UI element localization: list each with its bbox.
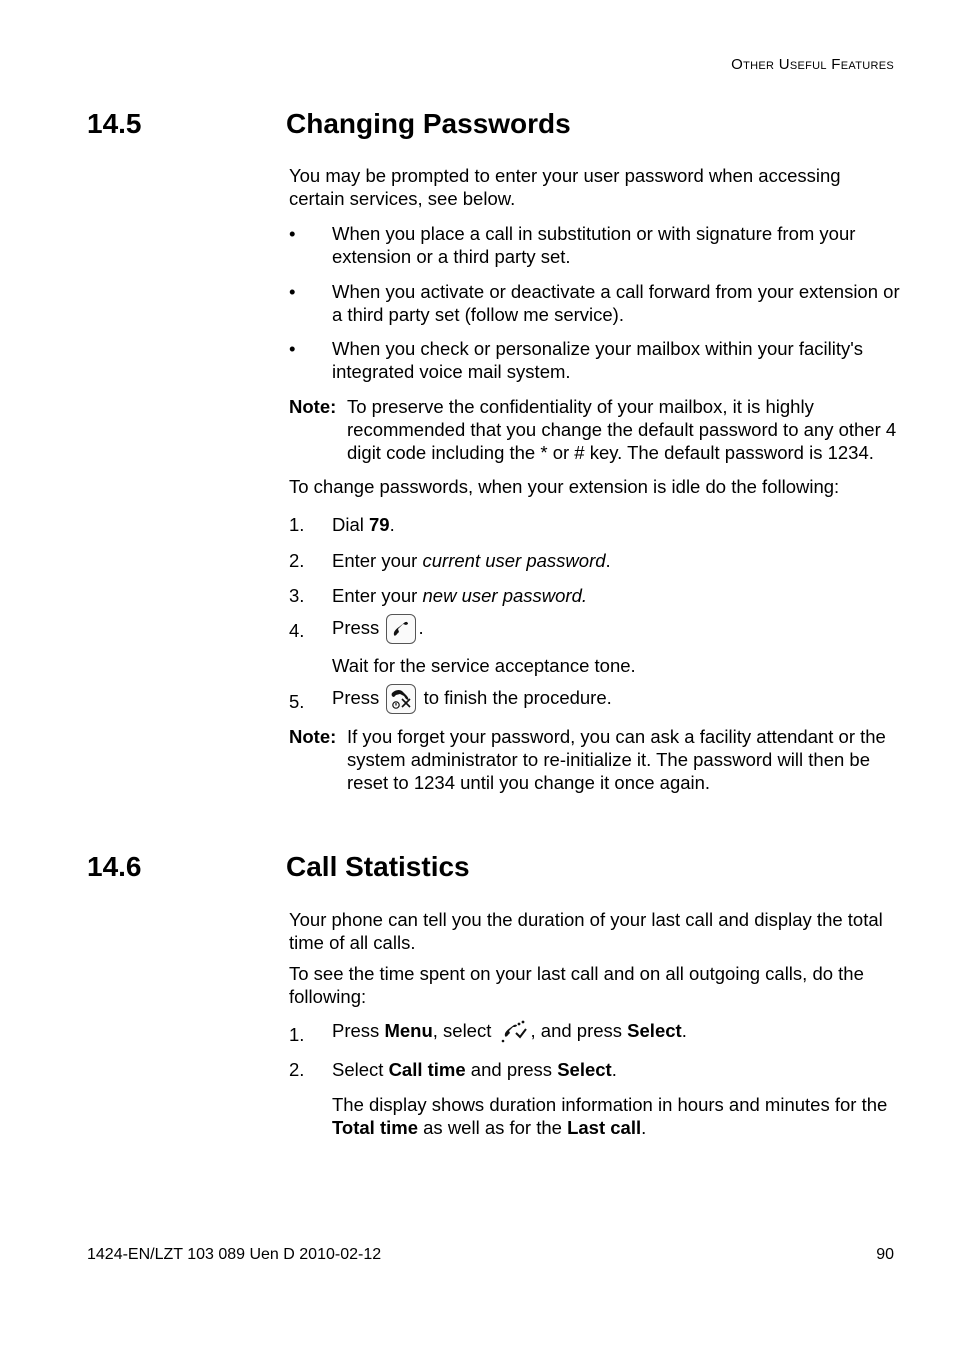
note-label: Note: — [289, 726, 337, 747]
bullet-item: When you place a call in substitution or with signature from your extension or a third party set. — [332, 223, 856, 267]
select-key-label: Select — [557, 1059, 612, 1080]
section-number: 14.5 — [87, 108, 142, 139]
step-text: . — [641, 1117, 647, 1138]
step-2 — [332, 1058, 902, 1081]
bullet-item: When you activate or deactivate a call forward from your extension or a third party set (follow me service). — [332, 281, 900, 325]
step-number: 2. — [289, 1059, 305, 1080]
bullet-item: When you check or personalize your mailbox within your facility's integrated voice mail system. — [332, 338, 864, 382]
step-text: Enter your — [332, 550, 423, 571]
step-text: Press — [332, 1019, 385, 1041]
step-5 — [332, 684, 902, 714]
step-number: 1. — [289, 514, 305, 535]
step-text: Select — [332, 1059, 389, 1080]
step-text: Press — [332, 616, 380, 638]
phone-onhook-key-icon — [386, 684, 416, 714]
running-header: Other Useful Features — [731, 56, 894, 73]
step-text: as well as for the — [418, 1117, 568, 1138]
footer-document-id: 1424-EN/LZT 103 089 Uen D 2010-02-12 — [87, 1246, 382, 1263]
step-number: 1. — [289, 1024, 305, 1045]
menu-key-label: Menu — [384, 1019, 433, 1041]
step-1 — [332, 513, 902, 536]
step-emphasis: current user password — [422, 550, 606, 571]
step-number: 5. — [289, 691, 305, 712]
note-text: To preserve the confidentiality of your mailbox, it is highly recommended that you change the default password to any other 4 digit code including the * or # key. The default password is 1234. — [347, 396, 897, 463]
step-text: , select — [432, 1019, 492, 1041]
step-text: and press — [465, 1059, 558, 1080]
step-text: Dial — [332, 514, 370, 535]
step-text: . — [681, 1019, 687, 1041]
step-text: Enter your — [332, 585, 423, 606]
intro-paragraph: Your phone can tell you the duration of your last call and display the total time of all calls. — [289, 909, 883, 953]
step-1 — [332, 1018, 902, 1046]
section-number: 14.6 — [87, 851, 142, 882]
note-text: If you forget your password, you can ask a facility attendant or the system administrator to re-initialize it. The password will then be reset to 1234 until you change it once again. — [347, 726, 886, 793]
step-text: Press — [332, 686, 380, 708]
bullet-mark: • — [289, 281, 296, 302]
step-text: The display shows duration information in hours and minutes for the — [332, 1094, 888, 1115]
step-text: . — [418, 616, 424, 638]
step-number: 3. — [289, 585, 305, 606]
section-title: Changing Passwords — [286, 108, 571, 139]
bullet-mark: • — [289, 223, 296, 244]
lead-paragraph: To see the time spent on your last call and on all outgoing calls, do the following: — [289, 963, 864, 1007]
step-number: 2. — [289, 550, 305, 571]
footer-page-number: 90 — [876, 1246, 894, 1263]
step-text: to finish the procedure. — [423, 686, 612, 708]
step-4-subtext: Wait for the service acceptance tone. — [332, 655, 636, 676]
intro-paragraph: You may be prompted to enter your user password when accessing certain services, see below. — [289, 165, 841, 209]
note-label: Note: — [289, 396, 337, 417]
call-info-menu-icon — [497, 1018, 531, 1046]
step-text: , and press — [530, 1019, 628, 1041]
step-4 — [332, 614, 902, 644]
step-2-subtext — [332, 1093, 902, 1139]
step-text: . — [611, 1059, 617, 1080]
bullet-mark: • — [289, 338, 296, 359]
display-field-label: Total time — [332, 1117, 418, 1138]
step-code: 79 — [369, 514, 390, 535]
phone-offhook-key-icon — [386, 614, 416, 644]
step-emphasis: new user password. — [422, 585, 588, 606]
lead-paragraph: To change passwords, when your extension is idle do the following: — [289, 476, 840, 497]
step-2 — [332, 549, 902, 572]
step-text: . — [389, 514, 395, 535]
step-3 — [332, 584, 902, 607]
menu-option-label: Call time — [388, 1059, 466, 1080]
display-field-label: Last call — [567, 1117, 642, 1138]
step-text: . — [605, 550, 611, 571]
select-key-label: Select — [627, 1019, 682, 1041]
section-title: Call Statistics — [286, 851, 470, 882]
step-number: 4. — [289, 620, 305, 641]
